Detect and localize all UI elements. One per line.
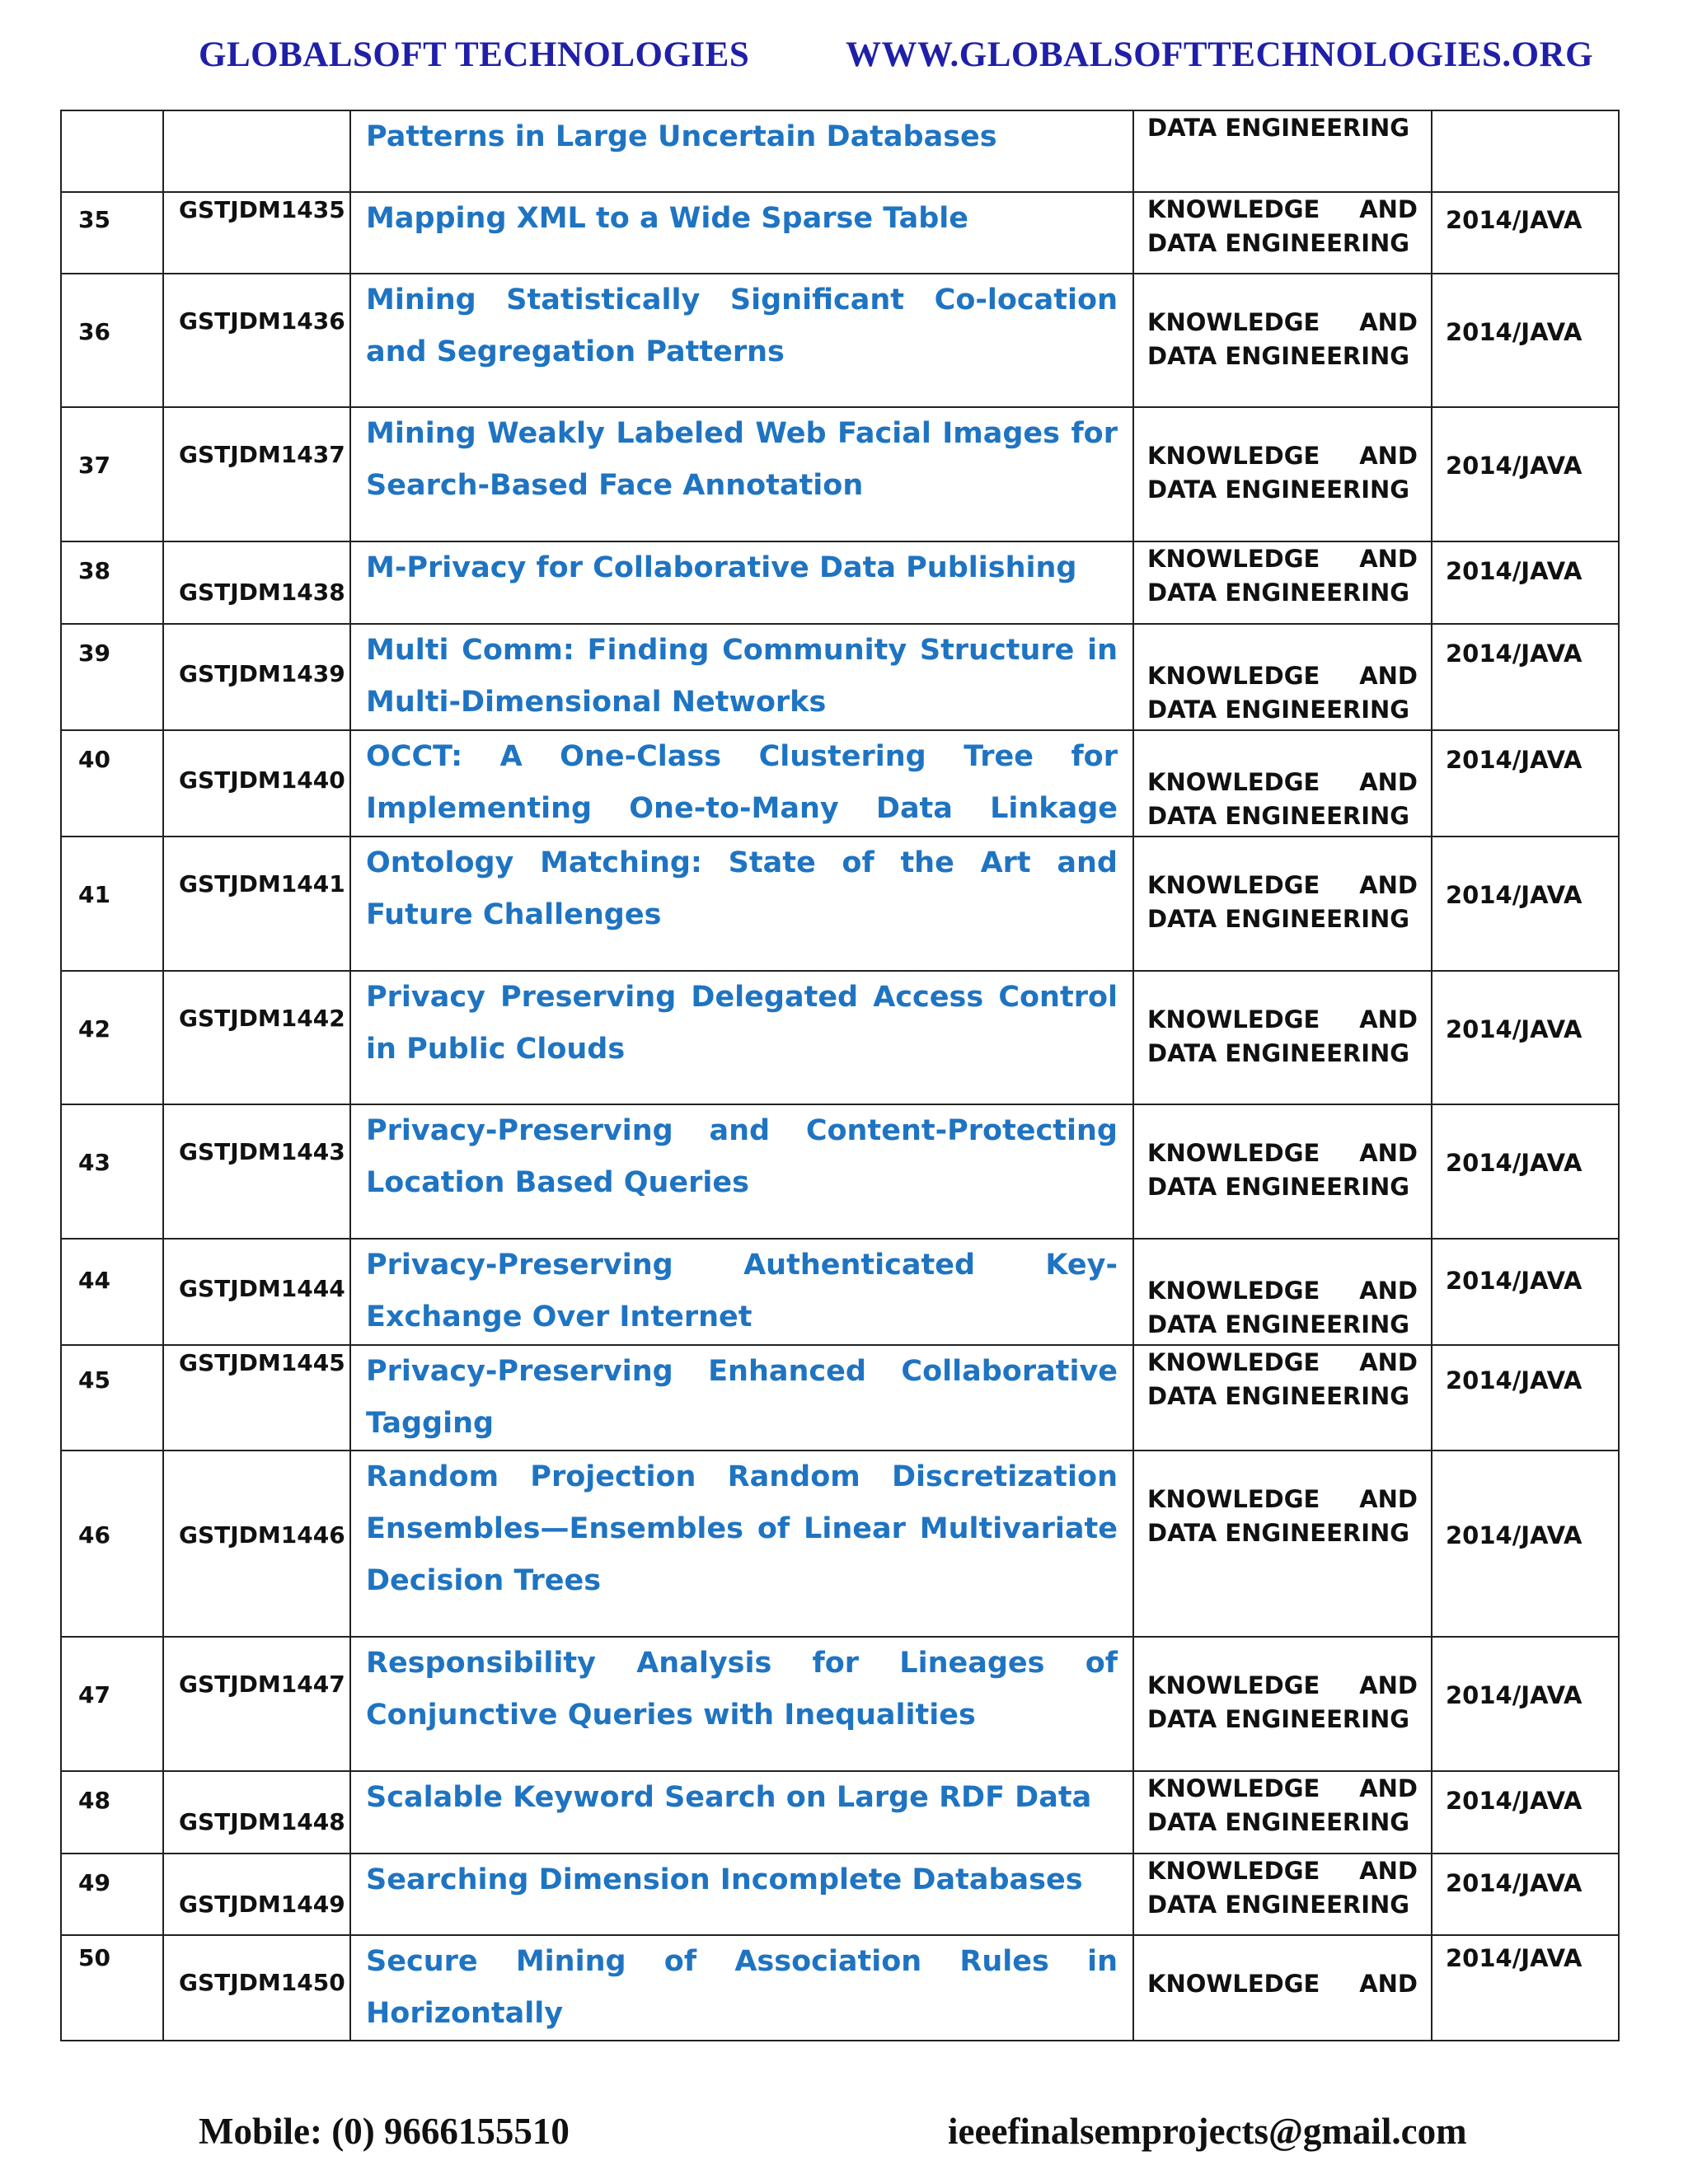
code-cell xyxy=(163,1345,350,1451)
code-cell xyxy=(163,1771,350,1854)
domain-cell xyxy=(1133,730,1432,837)
serial-cell xyxy=(61,1771,163,1854)
project-code: GSTJDM1439 xyxy=(179,660,345,687)
project-code: GSTJDM1448 xyxy=(179,1808,345,1835)
project-year: 2014/JAVA xyxy=(1446,1521,1582,1549)
project-year: 2014/JAVA xyxy=(1446,1869,1582,1897)
project-code: GSTJDM1436 xyxy=(179,307,345,335)
serial-number: 37 xyxy=(78,452,110,479)
domain-cell xyxy=(1133,1345,1432,1451)
project-year: 2014/JAVA xyxy=(1446,881,1582,909)
project-title: Mining Weakly Labeled Web Facial Images for Search-Based Face Annotation xyxy=(366,417,1118,502)
project-title: Privacy Preserving Delegated Access Control in Public Clouds xyxy=(366,981,1118,1066)
year-cell xyxy=(1432,1345,1619,1451)
serial-number: 41 xyxy=(78,881,110,908)
serial-number: 36 xyxy=(78,318,110,345)
code-cell xyxy=(163,1104,350,1239)
serial-number: 47 xyxy=(78,1681,110,1708)
table-row xyxy=(61,274,1619,407)
domain-cell xyxy=(1133,1771,1432,1854)
serial-number: 38 xyxy=(78,557,110,584)
year-cell xyxy=(1432,192,1619,274)
project-domain: KNOWLEDGE AND DATA ENGINEERING xyxy=(1147,1485,1418,1547)
serial-number: 40 xyxy=(78,746,110,773)
project-title: Random Projection Random Discretization Ensembles—Ensembles of Linear Multivariate Decision Trees xyxy=(366,1460,1118,1597)
project-year: 2014/JAVA xyxy=(1446,1267,1582,1295)
project-year: 2014/JAVA xyxy=(1446,1366,1582,1394)
title-cell xyxy=(350,1854,1133,1935)
project-code: GSTJDM1440 xyxy=(179,766,345,794)
title-cell xyxy=(350,1239,1133,1345)
title-cell xyxy=(350,1104,1133,1239)
domain-cell xyxy=(1133,1637,1432,1771)
project-table xyxy=(60,110,1620,2041)
code-cell xyxy=(163,110,350,192)
domain-cell xyxy=(1133,274,1432,407)
year-cell xyxy=(1432,110,1619,192)
project-domain: KNOWLEDGE AND DATA ENGINEERING xyxy=(1147,1774,1418,1836)
serial-cell xyxy=(61,730,163,837)
project-title: OCCT: A One-Class Clustering Tree for Implementing One-to-Many Data Linkage xyxy=(366,740,1118,825)
year-cell xyxy=(1432,1451,1619,1637)
project-domain: KNOWLEDGE AND DATA ENGINEERING xyxy=(1147,442,1418,504)
year-cell xyxy=(1432,837,1619,971)
serial-number: 44 xyxy=(78,1267,110,1294)
project-year: 2014/JAVA xyxy=(1446,1149,1582,1177)
project-year: 2014/JAVA xyxy=(1446,206,1582,234)
project-domain: KNOWLEDGE AND DATA ENGINEERING xyxy=(1147,545,1418,607)
title-cell xyxy=(350,1345,1133,1451)
title-cell xyxy=(350,624,1133,730)
domain-cell xyxy=(1133,1854,1432,1935)
year-cell xyxy=(1432,971,1619,1104)
title-cell xyxy=(350,192,1133,274)
domain-cell xyxy=(1133,407,1432,541)
table-row xyxy=(61,1935,1619,2041)
code-cell xyxy=(163,1935,350,2041)
footer-mobile: Mobile: (0) 9666155510 xyxy=(199,2111,570,2152)
project-year: 2014/JAVA xyxy=(1446,1787,1582,1815)
code-cell xyxy=(163,274,350,407)
project-domain: DATA ENGINEERING xyxy=(1147,114,1410,142)
project-code: GSTJDM1435 xyxy=(179,196,345,223)
code-cell xyxy=(163,1451,350,1637)
serial-cell xyxy=(61,1345,163,1451)
project-code: GSTJDM1446 xyxy=(179,1521,345,1549)
project-domain: KNOWLEDGE AND DATA ENGINEERING xyxy=(1147,308,1418,370)
project-year: 2014/JAVA xyxy=(1446,1944,1582,1972)
project-year: 2014/JAVA xyxy=(1446,640,1582,668)
project-code: GSTJDM1441 xyxy=(179,870,345,898)
year-cell xyxy=(1432,274,1619,407)
year-cell xyxy=(1432,1854,1619,1935)
project-code: GSTJDM1447 xyxy=(179,1671,345,1698)
project-title: Patterns in Large Uncertain Databases xyxy=(366,120,997,153)
project-code: GSTJDM1437 xyxy=(179,441,345,468)
project-title: Secure Mining of Association Rules in Horizontally xyxy=(366,1945,1118,2030)
project-domain: KNOWLEDGE AND xyxy=(1147,1970,1418,1998)
project-domain: KNOWLEDGE AND DATA ENGINEERING xyxy=(1147,1671,1418,1733)
serial-cell xyxy=(61,1854,163,1935)
title-cell xyxy=(350,541,1133,624)
project-domain: KNOWLEDGE AND DATA ENGINEERING xyxy=(1147,1857,1418,1919)
domain-cell xyxy=(1133,541,1432,624)
table-row xyxy=(61,407,1619,541)
serial-number: 45 xyxy=(78,1366,110,1394)
domain-cell xyxy=(1133,110,1432,192)
table-row xyxy=(61,541,1619,624)
table-row xyxy=(61,110,1619,192)
year-cell xyxy=(1432,541,1619,624)
year-cell xyxy=(1432,1771,1619,1854)
domain-cell xyxy=(1133,837,1432,971)
table-row xyxy=(61,730,1619,837)
year-cell xyxy=(1432,1239,1619,1345)
project-title: Multi Comm: Finding Community Structure in Multi-Dimensional Networks xyxy=(366,634,1118,719)
title-cell xyxy=(350,1935,1133,2041)
code-cell xyxy=(163,1239,350,1345)
project-year: 2014/JAVA xyxy=(1446,746,1582,774)
project-code: GSTJDM1443 xyxy=(179,1138,345,1165)
footer-email: ieeefinalsemprojects@gmail.com xyxy=(948,2111,1467,2152)
serial-number: 48 xyxy=(78,1787,110,1814)
table-row xyxy=(61,1345,1619,1451)
title-cell xyxy=(350,1771,1133,1854)
serial-cell xyxy=(61,1104,163,1239)
title-cell xyxy=(350,407,1133,541)
project-title: Mining Statistically Significant Co-location and Segregation Patterns xyxy=(366,284,1118,368)
domain-cell xyxy=(1133,1935,1432,2041)
project-title: Mapping XML to a Wide Sparse Table xyxy=(366,202,969,235)
serial-cell xyxy=(61,192,163,274)
project-code: GSTJDM1450 xyxy=(179,1969,345,1996)
project-title: Ontology Matching: State of the Art and Future Challenges xyxy=(366,846,1118,931)
code-cell xyxy=(163,1637,350,1771)
serial-number: 42 xyxy=(78,1015,110,1043)
table-row xyxy=(61,1771,1619,1854)
project-title: Responsibility Analysis for Lineages of Conjunctive Queries with Inequalities xyxy=(366,1647,1118,1732)
serial-cell xyxy=(61,274,163,407)
project-year: 2014/JAVA xyxy=(1446,1015,1582,1043)
project-code: GSTJDM1445 xyxy=(179,1349,345,1376)
project-year: 2014/JAVA xyxy=(1446,557,1582,585)
code-cell xyxy=(163,541,350,624)
domain-cell xyxy=(1133,1104,1432,1239)
project-title: Privacy-Preserving Authenticated Key-Exchange Over Internet xyxy=(366,1249,1118,1333)
project-domain: KNOWLEDGE AND DATA ENGINEERING xyxy=(1147,1277,1418,1338)
table-row xyxy=(61,1239,1619,1345)
serial-cell xyxy=(61,541,163,624)
project-title: Searching Dimension Incomplete Databases xyxy=(366,1863,1083,1896)
year-cell xyxy=(1432,730,1619,837)
project-domain: KNOWLEDGE AND DATA ENGINEERING xyxy=(1147,662,1418,724)
code-cell xyxy=(163,971,350,1104)
table-row xyxy=(61,1854,1619,1935)
domain-cell xyxy=(1133,971,1432,1104)
company-name: GLOBALSOFT TECHNOLOGIES xyxy=(199,35,750,74)
serial-number: 39 xyxy=(78,640,110,667)
year-cell xyxy=(1432,624,1619,730)
project-title: M-Privacy for Collaborative Data Publishing xyxy=(366,551,1077,584)
table-row xyxy=(61,192,1619,274)
table-row xyxy=(61,837,1619,971)
domain-cell xyxy=(1133,192,1432,274)
serial-number: 50 xyxy=(78,1944,110,1971)
year-cell xyxy=(1432,1637,1619,1771)
project-year: 2014/JAVA xyxy=(1446,452,1582,480)
serial-number: 43 xyxy=(78,1149,110,1176)
code-cell xyxy=(163,624,350,730)
code-cell xyxy=(163,407,350,541)
project-domain: KNOWLEDGE AND DATA ENGINEERING xyxy=(1147,195,1418,257)
code-cell xyxy=(163,730,350,837)
serial-cell xyxy=(61,837,163,971)
table-row xyxy=(61,1451,1619,1637)
year-cell xyxy=(1432,1935,1619,2041)
project-year: 2014/JAVA xyxy=(1446,1681,1582,1709)
company-website: WWW.GLOBALSOFTTECHNOLOGIES.ORG xyxy=(846,35,1594,74)
project-code: GSTJDM1449 xyxy=(179,1891,345,1918)
serial-cell xyxy=(61,1451,163,1637)
serial-cell xyxy=(61,407,163,541)
serial-number: 49 xyxy=(78,1869,110,1896)
project-domain: KNOWLEDGE AND DATA ENGINEERING xyxy=(1147,871,1418,933)
project-code: GSTJDM1444 xyxy=(179,1275,345,1302)
title-cell xyxy=(350,730,1133,837)
project-domain: KNOWLEDGE AND DATA ENGINEERING xyxy=(1147,768,1418,830)
table-row xyxy=(61,971,1619,1104)
table-row xyxy=(61,624,1619,730)
code-cell xyxy=(163,1854,350,1935)
domain-cell xyxy=(1133,1239,1432,1345)
serial-cell xyxy=(61,624,163,730)
domain-cell xyxy=(1133,1451,1432,1637)
title-cell xyxy=(350,1451,1133,1637)
title-cell xyxy=(350,837,1133,971)
serial-cell xyxy=(61,1239,163,1345)
serial-number: 46 xyxy=(78,1521,110,1549)
title-cell xyxy=(350,971,1133,1104)
project-title: Privacy-Preserving Enhanced Collaborative Tagging xyxy=(366,1355,1118,1440)
table-row xyxy=(61,1637,1619,1771)
project-domain: KNOWLEDGE AND DATA ENGINEERING xyxy=(1147,1139,1418,1201)
code-cell xyxy=(163,192,350,274)
project-domain: KNOWLEDGE AND DATA ENGINEERING xyxy=(1147,1005,1418,1067)
serial-cell xyxy=(61,971,163,1104)
title-cell xyxy=(350,274,1133,407)
serial-cell xyxy=(61,1637,163,1771)
project-title: Privacy-Preserving and Content-Protecting Location Based Queries xyxy=(366,1114,1118,1199)
domain-cell xyxy=(1133,624,1432,730)
table-row xyxy=(61,1104,1619,1239)
serial-number: 35 xyxy=(78,206,110,233)
serial-cell xyxy=(61,1935,163,2041)
year-cell xyxy=(1432,407,1619,541)
year-cell xyxy=(1432,1104,1619,1239)
title-cell xyxy=(350,1637,1133,1771)
title-cell xyxy=(350,110,1133,192)
code-cell xyxy=(163,837,350,971)
project-domain: KNOWLEDGE AND DATA ENGINEERING xyxy=(1147,1348,1418,1410)
project-code: GSTJDM1438 xyxy=(179,579,345,606)
project-year: 2014/JAVA xyxy=(1446,318,1582,346)
project-title: Scalable Keyword Search on Large RDF Data xyxy=(366,1781,1092,1814)
project-code: GSTJDM1442 xyxy=(179,1005,345,1032)
serial-cell xyxy=(61,110,163,192)
